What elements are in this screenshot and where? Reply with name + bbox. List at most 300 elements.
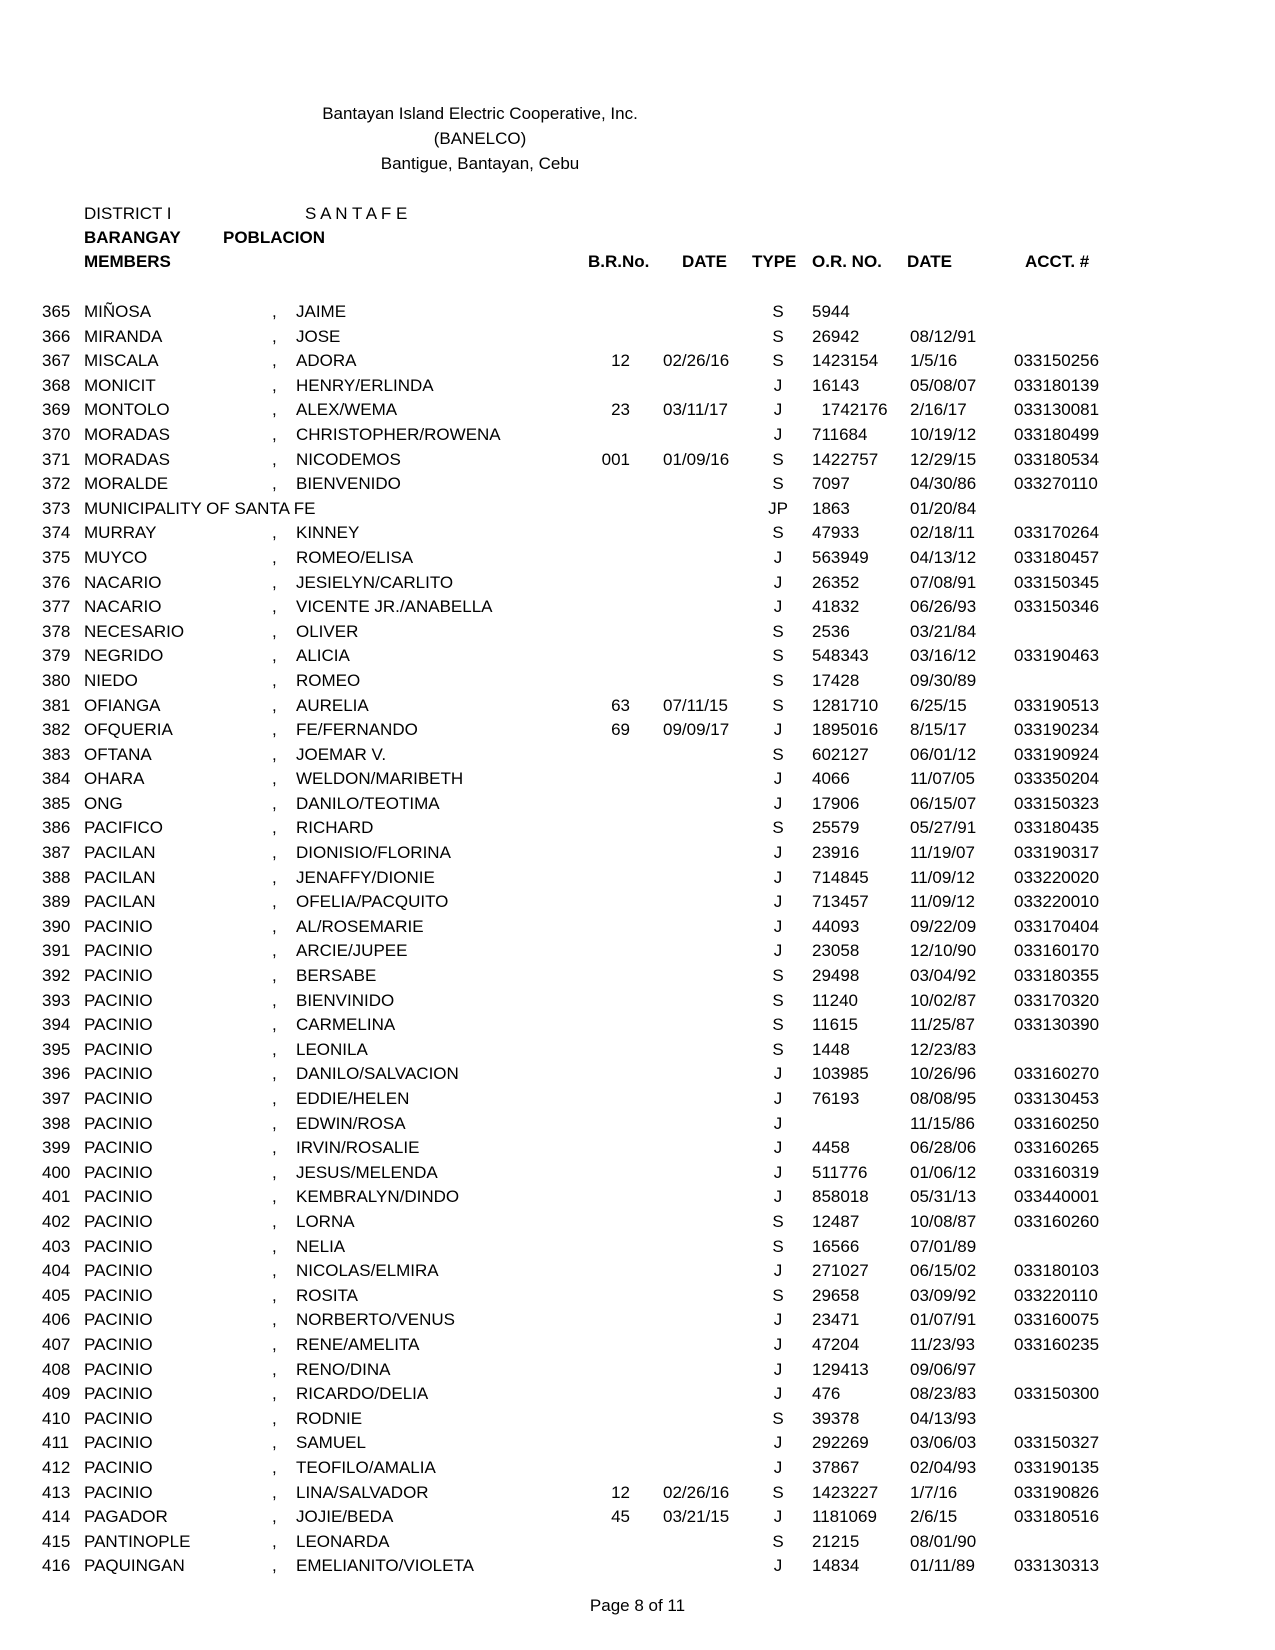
row-number: 404: [42, 1261, 71, 1281]
name-separator: ,: [272, 867, 277, 887]
account-number: 033160075: [1014, 1310, 1100, 1330]
member-surname: PACINIO: [84, 966, 153, 986]
row-number: 391: [42, 941, 71, 961]
membership-type: JP: [768, 498, 788, 518]
or-date: 10/26/96: [910, 1064, 977, 1084]
or-date: 06/28/06: [910, 1138, 977, 1158]
or-number: 1448: [812, 1039, 850, 1059]
or-number: 17428: [812, 670, 860, 690]
membership-type: S: [772, 744, 784, 764]
member-given-name: IRVIN/ROSALIE: [296, 1138, 420, 1158]
or-date: 6/25/15: [910, 695, 967, 715]
account-number: 033220110: [1014, 1285, 1098, 1305]
or-number: 16143: [812, 375, 860, 395]
membership-type: S: [772, 326, 784, 346]
member-surname: MIRANDA: [84, 326, 163, 346]
member-surname: PACINIO: [84, 1310, 153, 1330]
br-date: 02/26/16: [663, 351, 730, 371]
br-date: 03/21/15: [663, 1507, 730, 1527]
member-surname: PACINIO: [84, 1285, 153, 1305]
membership-type: J: [773, 1089, 783, 1108]
or-date: 09/06/97: [910, 1359, 977, 1379]
or-date: 10/02/87: [910, 990, 977, 1010]
account-number: 033220010: [1014, 892, 1100, 912]
member-surname: MONTOLO: [84, 400, 170, 420]
member-surname: PACINIO: [84, 1261, 153, 1281]
membership-type: J: [773, 1310, 783, 1330]
row-number: 411: [42, 1433, 70, 1453]
table-row: [0, 1358, 1275, 1383]
br-date: 01/09/16: [663, 449, 730, 469]
member-surname: NECESARIO: [84, 621, 185, 641]
membership-type: S: [772, 1015, 784, 1035]
member-surname: PACINIO: [84, 941, 153, 961]
or-number: 11615: [812, 1015, 859, 1035]
or-number: 1895016: [812, 720, 879, 740]
name-separator: ,: [272, 547, 277, 567]
member-surname: PACINIO: [84, 1408, 153, 1428]
member-given-name: HENRY/ERLINDA: [296, 375, 434, 395]
or-number: 711684: [812, 424, 868, 444]
or-date: 04/13/12: [910, 547, 977, 567]
membership-type: J: [773, 1433, 783, 1453]
name-separator: ,: [272, 572, 277, 592]
table-row: [0, 669, 1275, 694]
member-surname: OFQUERIA: [84, 720, 173, 740]
table-row: [0, 694, 1275, 719]
row-number: 380: [42, 670, 71, 690]
row-number: 382: [42, 720, 71, 740]
or-number: 476: [812, 1384, 841, 1404]
member-given-name: EDWIN/ROSA: [296, 1113, 406, 1133]
name-separator: ,: [272, 1138, 277, 1158]
or-date: 02/18/11: [910, 523, 975, 543]
table-row: [0, 325, 1275, 350]
membership-type: S: [772, 1531, 784, 1551]
or-date: 06/26/93: [910, 597, 977, 617]
or-date: 08/23/83: [910, 1384, 977, 1404]
membership-type: J: [773, 1507, 783, 1527]
table-row: [0, 792, 1275, 817]
member-surname: PAGADOR: [84, 1507, 168, 1527]
br-number: 63: [611, 695, 630, 715]
row-number: 374: [42, 523, 71, 543]
member-surname: OHARA: [84, 769, 145, 789]
or-number: 858018: [812, 1187, 869, 1207]
row-number: 413: [42, 1482, 71, 1502]
org-name: Bantayan Island Electric Cooperative, Inc.: [322, 104, 638, 123]
member-given-name: WELDON/MARIBETH: [296, 769, 464, 789]
table-row: [0, 915, 1275, 940]
member-given-name: NICODEMOS: [296, 449, 401, 469]
account-number: 033180139: [1014, 375, 1100, 395]
table-row: [0, 374, 1275, 399]
table-row: [0, 1013, 1275, 1038]
district-value: S A N T A F E: [305, 204, 408, 223]
or-number: 4458: [812, 1138, 850, 1158]
member-given-name: ROSITA: [296, 1285, 359, 1305]
membership-type: S: [772, 1211, 784, 1231]
account-number: 033130390: [1014, 1015, 1100, 1035]
or-number: 26942: [812, 326, 860, 346]
or-number: 41832: [812, 597, 860, 617]
table-row: [0, 595, 1275, 620]
name-separator: ,: [272, 351, 277, 371]
member-surname: NEGRIDO: [84, 646, 164, 666]
name-separator: ,: [272, 621, 277, 641]
table-row: [0, 1185, 1275, 1210]
or-date: 03/09/92: [910, 1285, 977, 1305]
member-surname: PACINIO: [84, 1015, 153, 1035]
table-row: [0, 1382, 1275, 1407]
table-row: [0, 1481, 1275, 1506]
table-row: [0, 1161, 1275, 1186]
member-given-name: AL/ROSEMARIE: [296, 916, 424, 936]
table-row: [0, 890, 1275, 915]
member-surname: PACINIO: [84, 1113, 153, 1133]
membership-type: J: [773, 547, 783, 567]
membership-type: J: [773, 1334, 783, 1354]
or-date: 10/19/12: [910, 424, 977, 444]
membership-type: J: [773, 1162, 783, 1182]
org-header: [60, 101, 900, 176]
membership-type: J: [773, 1261, 783, 1281]
member-surname: PACILAN: [84, 843, 156, 863]
or-number: 21215: [812, 1531, 860, 1551]
row-number: 410: [42, 1408, 71, 1428]
member-given-name: ALEX/WEMA: [296, 400, 398, 420]
or-date: 03/16/12: [910, 646, 977, 666]
name-separator: ,: [272, 1408, 277, 1428]
member-surname: NIEDO: [84, 670, 138, 690]
membership-type: J: [773, 916, 783, 936]
table-row: [0, 767, 1275, 792]
name-separator: ,: [272, 1359, 277, 1379]
account-number: 033180457: [1014, 547, 1100, 567]
or-number: 23916: [812, 843, 860, 863]
or-number: 47204: [812, 1334, 860, 1354]
or-date: 08/08/95: [910, 1089, 977, 1108]
name-separator: ,: [272, 1187, 277, 1207]
or-number: 1422757: [812, 449, 879, 469]
table-row: [0, 349, 1275, 374]
table-row: [0, 620, 1275, 645]
or-date: 06/15/02: [910, 1261, 977, 1281]
table-row: [0, 644, 1275, 669]
account-number: 033180103: [1014, 1261, 1100, 1281]
member-given-name: BERSABE: [296, 966, 377, 986]
name-separator: ,: [272, 769, 277, 789]
member-given-name: LORNA: [296, 1211, 355, 1231]
table-row: [0, 841, 1275, 866]
name-separator: ,: [272, 302, 277, 321]
table-row: [0, 866, 1275, 891]
table-row: [0, 989, 1275, 1014]
member-surname: PACINIO: [84, 1482, 153, 1502]
row-number: 379: [42, 646, 71, 666]
br-number-column-header: B.R.No.: [588, 252, 650, 271]
name-separator: ,: [272, 375, 277, 395]
member-surname: MONICIT: [84, 375, 156, 395]
table-row: [0, 497, 1275, 522]
row-number: 403: [42, 1236, 71, 1256]
member-given-name: RENE/AMELITA: [296, 1334, 420, 1354]
name-separator: ,: [272, 1507, 277, 1527]
membership-type: J: [773, 597, 783, 617]
name-separator: ,: [272, 1531, 277, 1551]
or-number: 1742176: [812, 400, 888, 420]
account-number: 033220020: [1014, 867, 1100, 887]
or-date: 11/15/86: [910, 1113, 975, 1133]
account-number: 033150327: [1014, 1433, 1100, 1453]
account-number: 033180534: [1014, 449, 1100, 469]
member-surname: PACINIO: [84, 1384, 153, 1404]
table-row: [0, 1210, 1275, 1235]
or-number: 1423154: [812, 351, 879, 371]
br-date: 07/11/15: [663, 695, 728, 715]
member-surname: PACIFICO: [84, 818, 164, 838]
member-surname: OFTANA: [84, 744, 152, 764]
membership-type: S: [772, 1408, 784, 1428]
row-number: 371: [42, 449, 71, 469]
member-given-name: DANILO/SALVACION: [296, 1064, 459, 1084]
member-surname: PACINIO: [84, 1187, 153, 1207]
membership-type: J: [773, 572, 783, 592]
or-date: 2/16/17: [910, 400, 967, 420]
member-surname: MIÑOSA: [84, 302, 152, 321]
or-number: 1281710: [812, 695, 879, 715]
member-surname: MORADAS: [84, 424, 170, 444]
or-date: 09/30/89: [910, 670, 977, 690]
member-given-name: RICARDO/DELIA: [296, 1384, 429, 1404]
member-given-name: JOEMAR V.: [296, 744, 387, 764]
or-date: 07/08/91: [910, 572, 977, 592]
member-rows: [0, 300, 1275, 1579]
table-row: [0, 1456, 1275, 1481]
or-number: 103985: [812, 1064, 869, 1084]
member-surname: PACINIO: [84, 1089, 153, 1108]
member-surname: PACILAN: [84, 892, 156, 912]
account-number: 033180355: [1014, 966, 1100, 986]
table-row: [0, 521, 1275, 546]
member-surname: PACINIO: [84, 990, 153, 1010]
or-date: 8/15/17: [910, 720, 967, 740]
member-given-name: EDDIE/HELEN: [296, 1089, 410, 1108]
member-given-name: ROMEO: [296, 670, 361, 690]
table-row: [0, 1554, 1275, 1579]
membership-type: J: [773, 1138, 783, 1158]
page-number: Page 8 of 11: [589, 1596, 686, 1615]
account-number: 033130313: [1014, 1556, 1100, 1576]
row-number: 405: [42, 1285, 71, 1305]
row-number: 409: [42, 1384, 71, 1404]
member-given-name: JOSE: [296, 326, 341, 346]
or-date: 11/09/12: [910, 892, 975, 912]
table-row: [0, 1235, 1275, 1260]
member-surname: PAQUINGAN: [84, 1556, 185, 1576]
row-number: 401: [42, 1187, 71, 1207]
account-number: 033170404: [1014, 916, 1100, 936]
account-number: 033350204: [1014, 769, 1100, 789]
acct-column-header: ACCT. #: [1025, 252, 1090, 271]
br-number: 45: [611, 1507, 630, 1527]
account-number: 033190826: [1014, 1482, 1100, 1502]
account-number: 033130081: [1014, 400, 1100, 420]
or-date: 05/31/13: [910, 1187, 977, 1207]
member-surname: PACINIO: [84, 1211, 153, 1231]
row-number: 387: [42, 843, 71, 863]
name-separator: ,: [272, 1384, 277, 1404]
name-separator: ,: [272, 720, 277, 740]
name-separator: ,: [272, 424, 277, 444]
or-number: 292269: [812, 1433, 869, 1453]
member-given-name: NELIA: [296, 1236, 346, 1256]
or-date: 11/07/05: [910, 769, 975, 789]
member-given-name: RODNIE: [296, 1408, 363, 1428]
account-number: 033160270: [1014, 1064, 1100, 1084]
account-number: 033190234: [1014, 720, 1100, 740]
member-surname: MORADAS: [84, 449, 170, 469]
membership-type: J: [773, 424, 783, 444]
membership-type: J: [773, 892, 783, 912]
br-number: 12: [611, 1482, 630, 1502]
row-number: 385: [42, 793, 71, 813]
row-number: 408: [42, 1359, 71, 1379]
table-row: [0, 398, 1275, 423]
membership-type: J: [773, 1384, 783, 1404]
membership-type: S: [772, 621, 784, 641]
member-surname: NACARIO: [84, 572, 162, 592]
membership-type: J: [773, 1064, 783, 1084]
member-surname: PACINIO: [84, 1334, 153, 1354]
member-given-name: KINNEY: [296, 523, 360, 543]
barangay-value: POBLACION: [223, 228, 325, 247]
table-row: [0, 1284, 1275, 1309]
row-number: 369: [42, 400, 71, 420]
member-given-name: EMELIANITO/VIOLETA: [296, 1556, 474, 1576]
membership-type: S: [772, 818, 784, 838]
row-number: 399: [42, 1138, 71, 1158]
name-separator: ,: [272, 670, 277, 690]
row-number: 367: [42, 351, 71, 371]
member-given-name: SAMUEL: [296, 1433, 366, 1453]
account-number: 033160319: [1014, 1162, 1100, 1182]
table-row: [0, 718, 1275, 743]
row-number: 381: [42, 695, 71, 715]
member-given-name: RENO/DINA: [296, 1359, 391, 1379]
member-surname: PACINIO: [84, 1236, 153, 1256]
member-surname: ONG: [84, 793, 123, 813]
or-number: 12487: [812, 1211, 860, 1231]
membership-type: J: [773, 400, 783, 420]
account-number: 033190924: [1014, 744, 1100, 764]
table-row: [0, 1505, 1275, 1530]
member-given-name: KEMBRALYN/DINDO: [296, 1187, 460, 1207]
member-surname: PACINIO: [84, 1433, 153, 1453]
membership-type: J: [773, 1359, 783, 1379]
or-number: 1181069: [812, 1507, 877, 1527]
name-separator: ,: [272, 1113, 277, 1133]
or-date: 12/23/83: [910, 1039, 977, 1059]
name-separator: ,: [272, 1556, 277, 1576]
or-date: 08/01/90: [910, 1531, 977, 1551]
member-given-name: OLIVER: [296, 621, 359, 641]
row-number: 388: [42, 867, 71, 887]
or-date: 06/01/12: [910, 744, 977, 764]
name-separator: ,: [272, 1015, 277, 1035]
account-number: 033150300: [1014, 1384, 1100, 1404]
member-given-name: CARMELINA: [296, 1015, 396, 1035]
account-number: 033160235: [1014, 1334, 1100, 1354]
account-number: 033160260: [1014, 1211, 1100, 1231]
name-separator: ,: [272, 646, 277, 666]
membership-type: S: [772, 966, 784, 986]
membership-type: S: [772, 474, 784, 494]
or-date: 2/6/15: [910, 1507, 958, 1527]
or-date: 01/07/91: [910, 1310, 977, 1330]
member-surname: MISCALA: [84, 351, 159, 371]
row-number: 407: [42, 1334, 71, 1354]
or-date: 03/21/84: [910, 621, 977, 641]
member-given-name: TEOFILO/AMALIA: [296, 1457, 436, 1477]
row-number: 378: [42, 621, 71, 641]
or-date: 06/15/07: [910, 793, 977, 813]
membership-type: J: [773, 867, 783, 887]
table-row: [0, 300, 1275, 325]
table-row: [0, 546, 1275, 571]
row-number: 393: [42, 990, 71, 1010]
or-date: 03/06/03: [910, 1433, 977, 1453]
member-given-name: JESUS/MELENDA: [296, 1162, 438, 1182]
name-separator: ,: [272, 1089, 277, 1108]
or-number: 548343: [812, 646, 869, 666]
or-date: 01/11/89: [910, 1556, 975, 1576]
name-separator: ,: [272, 941, 277, 961]
member-given-name: ADORA: [296, 351, 357, 371]
or-number: 271027: [812, 1261, 869, 1281]
member-given-name: VICENTE JR./ANABELLA: [296, 597, 493, 617]
member-surname: PACINIO: [84, 1359, 153, 1379]
membership-type: J: [773, 1457, 783, 1477]
member-given-name: JESIELYN/CARLITO: [296, 572, 454, 592]
name-separator: ,: [272, 1236, 277, 1256]
or-number: 602127: [812, 744, 869, 764]
or-date-column-header: DATE: [907, 252, 953, 271]
name-separator: ,: [272, 326, 277, 346]
member-given-name: ROMEO/ELISA: [296, 547, 414, 567]
member-surname: MUNICIPALITY OF SANTA FE: [84, 498, 316, 518]
br-number: 23: [611, 400, 630, 420]
name-separator: ,: [272, 400, 277, 420]
table-row: [0, 571, 1275, 596]
or-date: 1/5/16: [910, 351, 958, 371]
name-separator: ,: [272, 1457, 277, 1477]
row-number: 395: [42, 1039, 71, 1059]
membership-type: S: [772, 646, 784, 666]
account-number: 033150323: [1014, 793, 1100, 813]
name-separator: ,: [272, 1334, 277, 1354]
account-number: 033190317: [1014, 843, 1100, 863]
name-separator: ,: [272, 1482, 277, 1502]
table-row: [0, 1333, 1275, 1358]
member-given-name: LINA/SALVADOR: [296, 1482, 429, 1502]
account-number: 033180516: [1014, 1507, 1100, 1527]
table-row: [0, 1308, 1275, 1333]
or-number: 714845: [812, 867, 869, 887]
member-surname: PACINIO: [84, 1138, 153, 1158]
row-number: 400: [42, 1162, 71, 1182]
or-number: 2536: [812, 621, 850, 641]
